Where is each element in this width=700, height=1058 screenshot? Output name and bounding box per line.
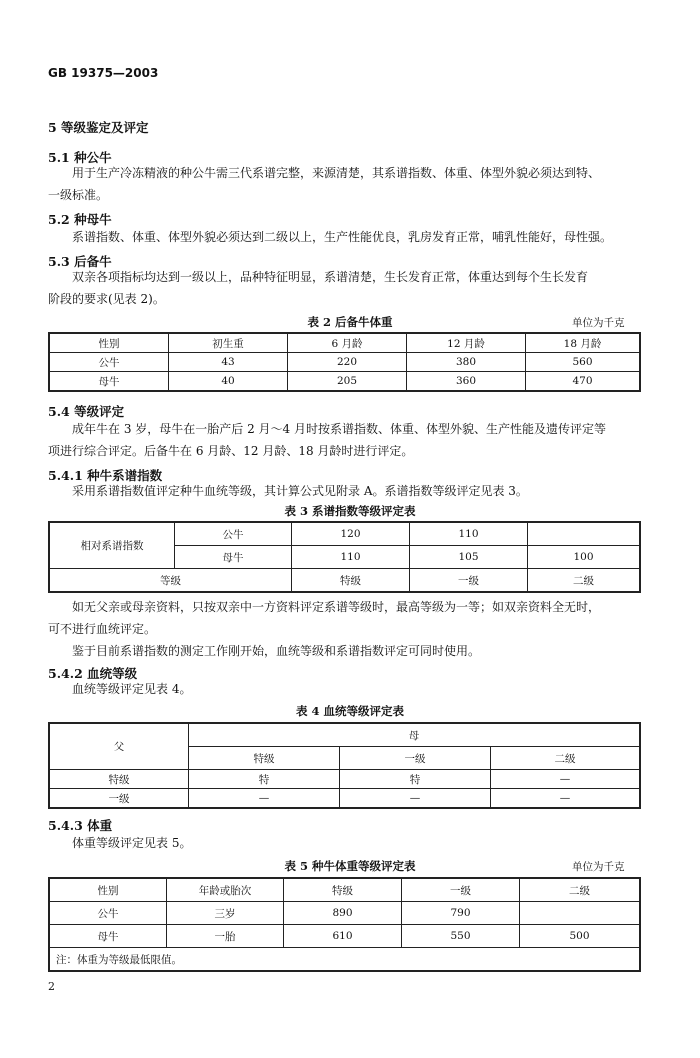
table-row xyxy=(49,333,640,353)
table-header-cell: 二级 xyxy=(520,878,641,902)
table-cell: 特 xyxy=(340,770,491,789)
table-cell: 三岁 xyxy=(167,902,284,925)
table-cell: 二级 xyxy=(528,569,641,593)
section-5-4-1-title: 5.4.1 种牛系谱指数 xyxy=(48,468,163,483)
section-5-4-2-title: 5.4.2 血统等级 xyxy=(48,666,138,681)
table-cell: 特 xyxy=(189,770,340,789)
table-cell: 110 xyxy=(410,522,528,546)
table-header-cell: 18 月龄 xyxy=(526,333,641,353)
table-cell xyxy=(528,522,641,546)
section-5-2-title: 5.2 种母牛 xyxy=(48,212,112,227)
table-cell: 等级 xyxy=(49,569,292,593)
section-5-1-text-line1: 用于生产冷冻精液的种公牛需三代系谱完整，来源清楚，其系谱指数、体重、体型外貌必须达到特、 xyxy=(72,166,601,180)
table-header-cell: 二级 xyxy=(491,747,641,770)
table-2-unit: 单位为千克 xyxy=(572,317,625,329)
table-cell: 母牛 xyxy=(49,925,167,948)
table-5-unit: 单位为千克 xyxy=(572,861,625,873)
table-row xyxy=(49,770,640,789)
table-row xyxy=(49,372,640,392)
section-5-1-text-line2: 一级标准。 xyxy=(48,188,109,202)
table-cell: 105 xyxy=(410,546,528,569)
table-cell: 560 xyxy=(526,353,641,372)
table-header-cell: 初生重 xyxy=(169,333,288,353)
table-cell: 205 xyxy=(288,372,407,392)
table-cell: 公牛 xyxy=(175,522,292,546)
section-5-4-3-title: 5.4.3 体重 xyxy=(48,818,113,833)
table-cell: 120 xyxy=(292,522,410,546)
table-cell: 一级 xyxy=(49,789,189,809)
section-5-4-text-line1: 成年牛在 3 岁，母牛在一胎产后 2 月～4 月时按系谱指数、体重、体型外貌、生产性能及遗传评定等 xyxy=(72,422,606,436)
table-header-cell: 特级 xyxy=(189,747,340,770)
table-3 xyxy=(48,521,641,593)
table-row xyxy=(49,353,640,372)
table-header-cell: 性别 xyxy=(49,878,167,902)
section-5-4-1-text: 采用系谱指数值评定种牛血统等级，其计算公式见附录 A。系谱指数等级评定见表 3。 xyxy=(72,484,528,498)
section-5-4-3-text: 体重等级评定见表 5。 xyxy=(72,836,192,850)
table-row xyxy=(49,789,640,809)
table-2-caption: 表 2 后备牛体重 xyxy=(307,315,393,329)
table-row-label: 相对系谱指数 xyxy=(49,522,175,569)
table-cell: 公牛 xyxy=(49,353,169,372)
table-cell: 360 xyxy=(407,372,526,392)
table-cell: 母牛 xyxy=(175,546,292,569)
table-cell: — xyxy=(189,789,340,809)
section-5-1-title: 5.1 种公牛 xyxy=(48,150,112,165)
section-5-2-text: 系谱指数、体重、体型外貌必须达到二级以上，生产性能优良，乳房发育正常，哺乳性能好，母性强。 xyxy=(72,230,613,244)
section-5-3-text-line2: 阶段的要求(见表 2)。 xyxy=(48,292,165,306)
table-row xyxy=(49,902,640,925)
section-5-4-1-note-line3: 鉴于目前系谱指数的测定工作刚开始，血统等级和系谱指数评定可同时使用。 xyxy=(72,644,481,658)
table-cell: 43 xyxy=(169,353,288,372)
table-cell: 100 xyxy=(528,546,641,569)
section-5-4-title: 5.4 等级评定 xyxy=(48,404,125,419)
table-row xyxy=(49,569,640,593)
standard-code: GB 19375—2003 xyxy=(48,66,159,80)
table-cell: 一级 xyxy=(410,569,528,593)
table-5 xyxy=(48,877,641,972)
table-row xyxy=(49,878,640,902)
table-cell: 110 xyxy=(292,546,410,569)
table-cell: 220 xyxy=(288,353,407,372)
table-row xyxy=(49,723,640,747)
table-4-caption: 表 4 血统等级评定表 xyxy=(295,704,404,718)
table-2 xyxy=(48,332,641,392)
table-header-cell: 一级 xyxy=(402,878,520,902)
table-row xyxy=(49,925,640,948)
table-header-cell: 年龄或胎次 xyxy=(167,878,284,902)
table-cell: — xyxy=(491,770,641,789)
table-header-cell: 特级 xyxy=(284,878,402,902)
table-cell: 特级 xyxy=(292,569,410,593)
table-cell: 母牛 xyxy=(49,372,169,392)
section-5-title: 5 等级鉴定及评定 xyxy=(48,120,149,135)
table-5-caption: 表 5 种牛体重等级评定表 xyxy=(284,859,416,873)
section-5-4-1-note-line1: 如无父亲或母亲资料，只按双亲中一方资料评定系谱等级时，最高等级为一等；如双亲资料全无时， xyxy=(72,600,601,614)
table-cell: 40 xyxy=(169,372,288,392)
table-cell: 790 xyxy=(402,902,520,925)
table-header-cell: 12 月龄 xyxy=(407,333,526,353)
section-5-4-2-text: 血统等级评定见表 4。 xyxy=(72,682,192,696)
section-5-3-title: 5.3 后备牛 xyxy=(48,254,112,269)
table-cell: 890 xyxy=(284,902,402,925)
table-cell: 380 xyxy=(407,353,526,372)
table-cell: 610 xyxy=(284,925,402,948)
section-5-4-text-line2: 项进行综合评定。后备牛在 6 月龄、12 月龄、18 月龄时进行评定。 xyxy=(48,444,414,458)
table-cell: 一胎 xyxy=(167,925,284,948)
table-cell: 特级 xyxy=(49,770,189,789)
table-cell xyxy=(520,902,641,925)
table-row xyxy=(49,948,640,972)
table-header-cell: 一级 xyxy=(340,747,491,770)
section-5-3-text-line1: 双亲各项指标均达到一级以上，品种特征明显，系谱清楚，生长发育正常，体重达到每个生长发育 xyxy=(72,270,589,284)
table-cell: — xyxy=(491,789,641,809)
table-header-cell: 6 月龄 xyxy=(288,333,407,353)
table-cell: 470 xyxy=(526,372,641,392)
table-row xyxy=(49,522,640,546)
page-number: 2 xyxy=(48,980,55,993)
table-cell: 500 xyxy=(520,925,641,948)
table-father-label: 父 xyxy=(49,723,189,770)
table-mother-label: 母 xyxy=(189,723,641,747)
section-5-4-1-note-line2: 可不进行血统评定。 xyxy=(48,622,157,636)
table-4 xyxy=(48,722,641,809)
table-3-caption: 表 3 系谱指数等级评定表 xyxy=(284,504,416,518)
table-5-note: 注：体重为等级最低限值。 xyxy=(49,948,640,972)
table-cell: 550 xyxy=(402,925,520,948)
table-cell: — xyxy=(340,789,491,809)
table-header-cell: 性别 xyxy=(49,333,169,353)
table-cell: 公牛 xyxy=(49,902,167,925)
